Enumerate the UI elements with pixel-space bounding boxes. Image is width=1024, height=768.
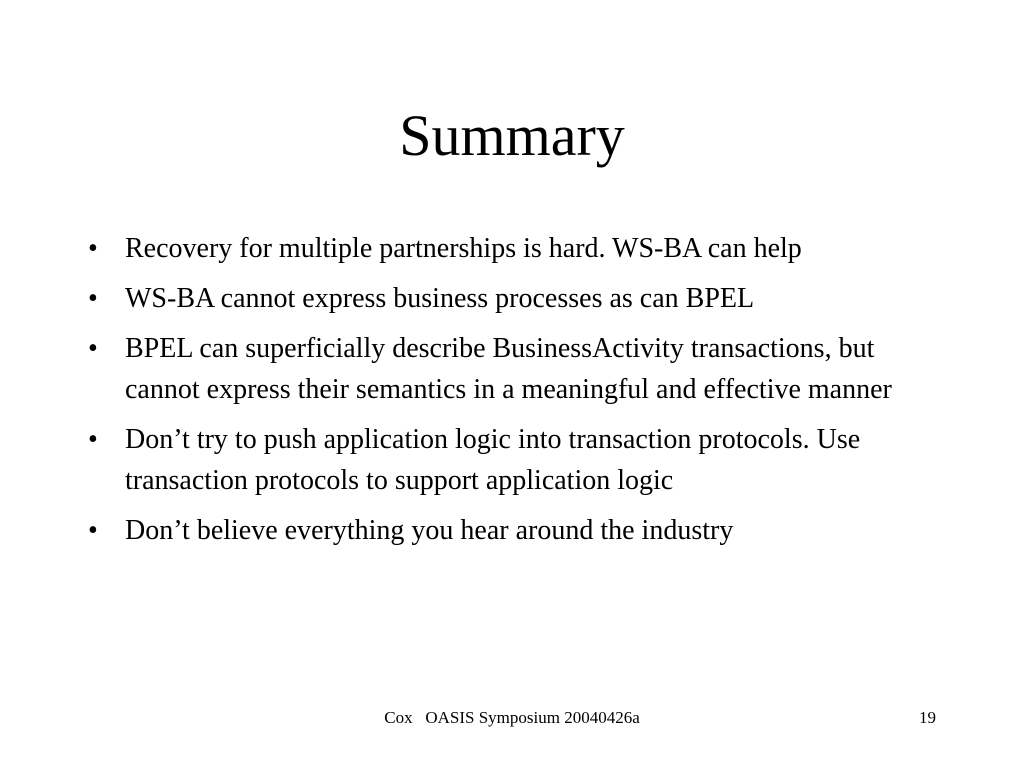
bullet-dot-icon: •	[88, 333, 98, 364]
bullet-text: Don’t try to push application logic into transaction protocols. Use transaction protocols to support application logic	[125, 424, 861, 496]
bullet-item	[88, 228, 938, 269]
bullet-dot-icon: •	[88, 283, 98, 314]
bullet-item	[88, 419, 938, 501]
footer-text: Cox OASIS Symposium 20040426a	[384, 708, 640, 727]
bullet-list	[88, 228, 938, 560]
bullet-dot-icon: •	[88, 233, 98, 264]
bullet-dot-icon: •	[88, 515, 98, 546]
bullet-text: BPEL can superficially describe BusinessActivity transactions, but cannot express their semantics in a meaningful and effective manner	[125, 333, 892, 405]
bullet-item	[88, 278, 938, 319]
bullet-text: Don’t believe everything you hear around the industry	[125, 515, 734, 546]
bullet-item	[88, 328, 938, 410]
bullet-text: WS-BA cannot express business processes as can BPEL	[125, 283, 755, 314]
bullet-item	[88, 510, 938, 551]
bullet-dot-icon: •	[88, 424, 98, 455]
bullet-text: Recovery for multiple partnerships is hard. WS-BA can help	[125, 233, 802, 264]
page-number: 19	[919, 708, 936, 727]
slide-title: Summary	[399, 103, 625, 168]
